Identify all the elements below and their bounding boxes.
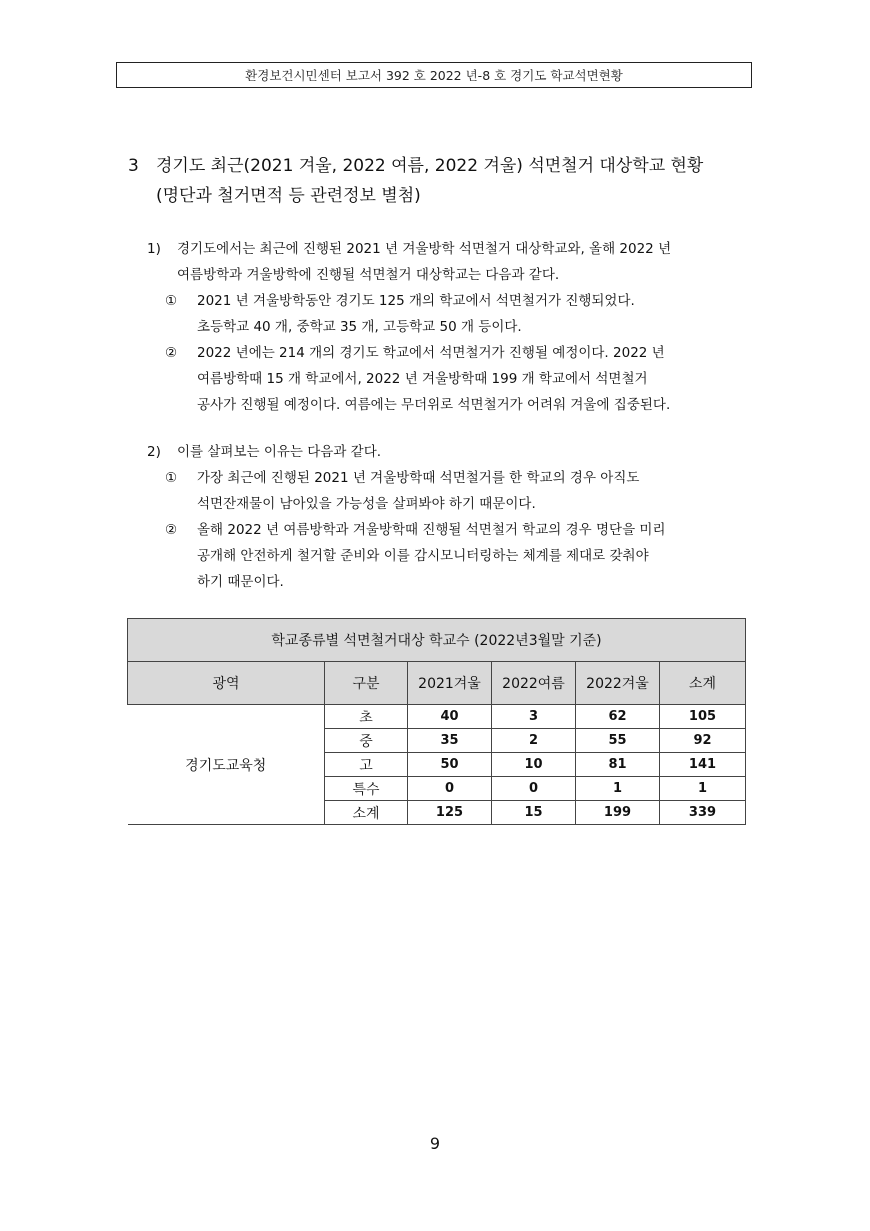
subitem-line: 공사가 진행될 예정이다. 여름에는 무더위로 석면철거가 어려워 겨울에 집중된다. [197, 397, 671, 413]
subitem-marker: ② [165, 522, 178, 538]
value-cell: 1 [576, 777, 660, 801]
subitem-line: 하기 때문이다. [197, 574, 284, 590]
running-header-text: 환경보건시민센터 보고서 392 호 2022 년-8 호 경기도 학교석면현황 [245, 68, 623, 83]
total-cell: 1 [660, 777, 746, 801]
asbestos-school-table [127, 618, 746, 825]
subitem-line: 가장 최근에 진행된 2021 년 겨울방학때 석면철거를 한 학교의 경우 아직도 [197, 470, 640, 486]
subitem-marker: ① [165, 470, 178, 486]
header-category: 구분 [325, 662, 408, 705]
category-cell: 소계 [325, 801, 408, 825]
header-region: 광역 [128, 662, 325, 705]
item-line: 경기도에서는 최근에 진행된 2021 년 겨울방학 석면철거 대상학교와, 올해 2022 년 [177, 241, 672, 257]
value-cell: 2 [492, 729, 576, 753]
total-cell: 339 [660, 801, 746, 825]
value-cell: 15 [492, 801, 576, 825]
value-cell: 81 [576, 753, 660, 777]
category-cell: 초 [325, 705, 408, 729]
subitem-line: 초등학교 40 개, 중학교 35 개, 고등학교 50 개 등이다. [197, 319, 522, 335]
header-2021-winter: 2021겨울 [408, 662, 492, 705]
value-cell: 40 [408, 705, 492, 729]
table-caption: 학교종류별 석면철거대상 학교수 (2022년3월말 기준) [128, 619, 746, 662]
region-cell: 경기도교육청 [128, 705, 325, 825]
value-cell: 50 [408, 753, 492, 777]
subitem-line: 공개해 안전하게 철거할 준비와 이를 감시모니터링하는 체계를 제대로 갖춰야 [197, 548, 649, 564]
header-2022-summer: 2022여름 [492, 662, 576, 705]
subitem-marker: ① [165, 293, 178, 309]
header-2022-winter: 2022겨울 [576, 662, 660, 705]
header-subtotal: 소계 [660, 662, 746, 705]
value-cell: 35 [408, 729, 492, 753]
value-cell: 125 [408, 801, 492, 825]
value-cell: 55 [576, 729, 660, 753]
page-number: 9 [429, 1134, 441, 1153]
section-number: 3 [128, 156, 139, 176]
subitem-line: 2022 년에는 214 개의 경기도 학교에서 석면철거가 진행될 예정이다. 2022 년 [197, 345, 665, 361]
value-cell: 199 [576, 801, 660, 825]
subitem-line: 여름방학때 15 개 학교에서, 2022 년 겨울방학때 199 개 학교에서 석면철거 [197, 371, 648, 387]
running-header [116, 62, 752, 88]
total-cell: 141 [660, 753, 746, 777]
subitem-line: 2021 년 겨울방학동안 경기도 125 개의 학교에서 석면철거가 진행되었다. [197, 293, 635, 309]
subitem-line: 올해 2022 년 여름방학과 겨울방학때 진행될 석면철거 학교의 경우 명단을 미리 [197, 522, 666, 538]
subitem-marker: ② [165, 345, 178, 361]
total-cell: 105 [660, 705, 746, 729]
value-cell: 0 [492, 777, 576, 801]
value-cell: 62 [576, 705, 660, 729]
item-number: 1) [147, 241, 161, 257]
value-cell: 3 [492, 705, 576, 729]
item-line: 여름방학과 겨울방학에 진행될 석면철거 대상학교는 다음과 같다. [177, 267, 560, 283]
subitem-line: 석면잔재물이 남아있을 가능성을 살펴봐야 하기 때문이다. [197, 496, 536, 512]
item-line: 이를 살펴보는 이유는 다음과 같다. [177, 444, 382, 460]
section-subtitle: (명단과 철거면적 등 관련정보 별첨) [156, 186, 421, 206]
category-cell: 중 [325, 729, 408, 753]
category-cell: 고 [325, 753, 408, 777]
section-heading [128, 152, 703, 180]
value-cell: 10 [492, 753, 576, 777]
item-number: 2) [147, 444, 161, 460]
section-title-text: 경기도 최근(2021 겨울, 2022 여름, 2022 겨울) 석면철거 대상학교 현황 [156, 156, 704, 176]
value-cell: 0 [408, 777, 492, 801]
table-row [128, 705, 746, 729]
category-cell: 특수 [325, 777, 408, 801]
total-cell: 92 [660, 729, 746, 753]
